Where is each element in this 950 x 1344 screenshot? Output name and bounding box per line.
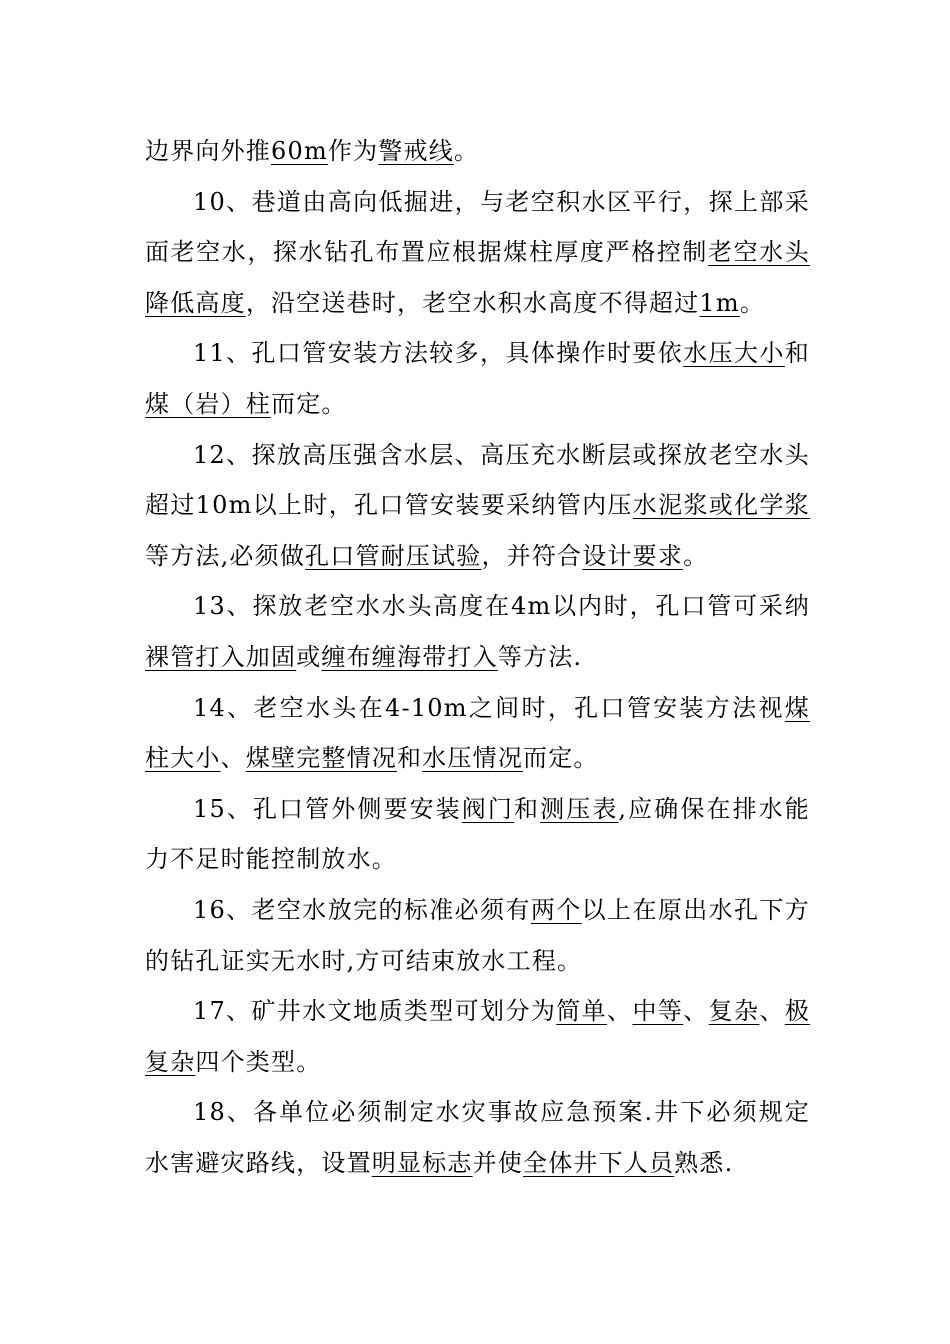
text-segment: 。 [453, 137, 480, 165]
text-segment: 12、探放高压强含水层、高压充水断层或探放老空水头超过10m以上时，孔口管安装要采纳管内压 [145, 440, 810, 520]
text-segment: 而定。 [271, 389, 347, 418]
text-segment: 、 [683, 997, 709, 1026]
underlined-answer: 中等 [632, 997, 684, 1026]
paragraph [145, 784, 810, 885]
underlined-answer: 煤（岩）柱 [145, 389, 271, 418]
text-segment: 边界向外推 [145, 137, 271, 165]
underlined-answer: 两个 [530, 895, 582, 924]
underlined-answer: 裸管打入加固 [145, 642, 297, 671]
underlined-answer: 简单 [556, 997, 608, 1026]
underlined-answer: 孔口管耐压试验 [305, 541, 482, 570]
text-segment: 。 [739, 288, 766, 317]
text-segment: 或 [296, 642, 322, 671]
underlined-answer: 阀门 [461, 794, 514, 823]
text-segment: 熟悉. [674, 1148, 734, 1177]
text-segment: 、 [759, 997, 785, 1026]
text-segment: 10、巷道由高向低掘进，与老空积水区平行，探上部采面老空水，探水钻孔布置应根据煤柱厚度严格控制 [145, 187, 810, 267]
underlined-answer: 测压表 [540, 794, 619, 823]
text-segment: ,应确保在排水能力不足时能控制放水。 [145, 794, 810, 874]
paragraph [145, 1087, 810, 1188]
text-segment: 13、探放老空水水头高度在4m以内时，孔口管可采纳 [193, 592, 810, 621]
text-segment: 17、矿井水文地质类型可划分为 [193, 997, 557, 1026]
text-segment: 11、孔口管安装方法较多，具体操作时要依 [193, 339, 684, 368]
paragraph [145, 683, 810, 784]
paragraph [145, 986, 810, 1087]
text-segment: 等方法,必须做 [145, 541, 306, 570]
paragraph [145, 177, 810, 329]
underlined-answer: 煤柱大小 [145, 693, 810, 773]
underlined-answer: 老空水头降低高度 [145, 238, 810, 317]
text-segment: 和 [784, 339, 810, 368]
text-segment: 并使 [472, 1148, 524, 1177]
underlined-answer: 全体井下人员 [523, 1148, 675, 1177]
underlined-answer: 水压大小 [683, 339, 785, 368]
text-segment: 以上在原出水孔下方的钻孔证实无水时,方可结束放水工程。 [145, 895, 810, 975]
text-segment: 等方法. [497, 642, 583, 671]
underlined-answer: 警戒线 [378, 137, 454, 165]
text-segment: ，沿空送巷时，老空水积水高度不得超过 [245, 288, 700, 317]
paragraph [145, 885, 810, 986]
text-segment: 15、孔口管外侧要安装 [193, 794, 462, 823]
text-segment: 作为 [327, 137, 379, 165]
text-segment: 、 [607, 997, 633, 1026]
text-segment: 16、老空水放完的标准必须有 [193, 895, 531, 924]
text-segment: ，并符合 [481, 541, 583, 570]
underlined-answer: 极复杂 [145, 997, 811, 1076]
paragraph [145, 126, 810, 177]
underlined-answer: 明显标志 [371, 1148, 473, 1177]
paragraph [145, 581, 810, 682]
text-segment: 四个类型。 [195, 1047, 322, 1076]
underlined-answer: 煤壁完整情况 [245, 744, 398, 773]
text-segment: 和 [514, 794, 541, 823]
text-segment: 而定。 [523, 744, 599, 773]
paragraph [145, 328, 810, 429]
text-segment: 。 [683, 541, 709, 570]
text-segment: 、 [220, 744, 246, 773]
document-page [145, 126, 810, 1188]
underlined-answer: 缠布缠海带打入 [321, 642, 498, 671]
underlined-answer: 水泥浆或化学浆 [632, 491, 811, 520]
underlined-answer: 60m [271, 137, 328, 165]
paragraph [145, 430, 810, 582]
text-segment: 14、老空水头在4-10m之间时，孔口管安装方法视 [193, 693, 785, 722]
underlined-answer: 复杂 [708, 997, 760, 1026]
text-segment: 18、各单位必须制定水灾事故应急预案.井下必须规定水害避灾路线，设置 [145, 1098, 810, 1177]
underlined-answer: 设计要求 [582, 541, 684, 570]
underlined-answer: 水压情况 [422, 744, 524, 773]
underlined-answer: 1m [699, 288, 740, 317]
text-segment: 和 [397, 744, 423, 773]
